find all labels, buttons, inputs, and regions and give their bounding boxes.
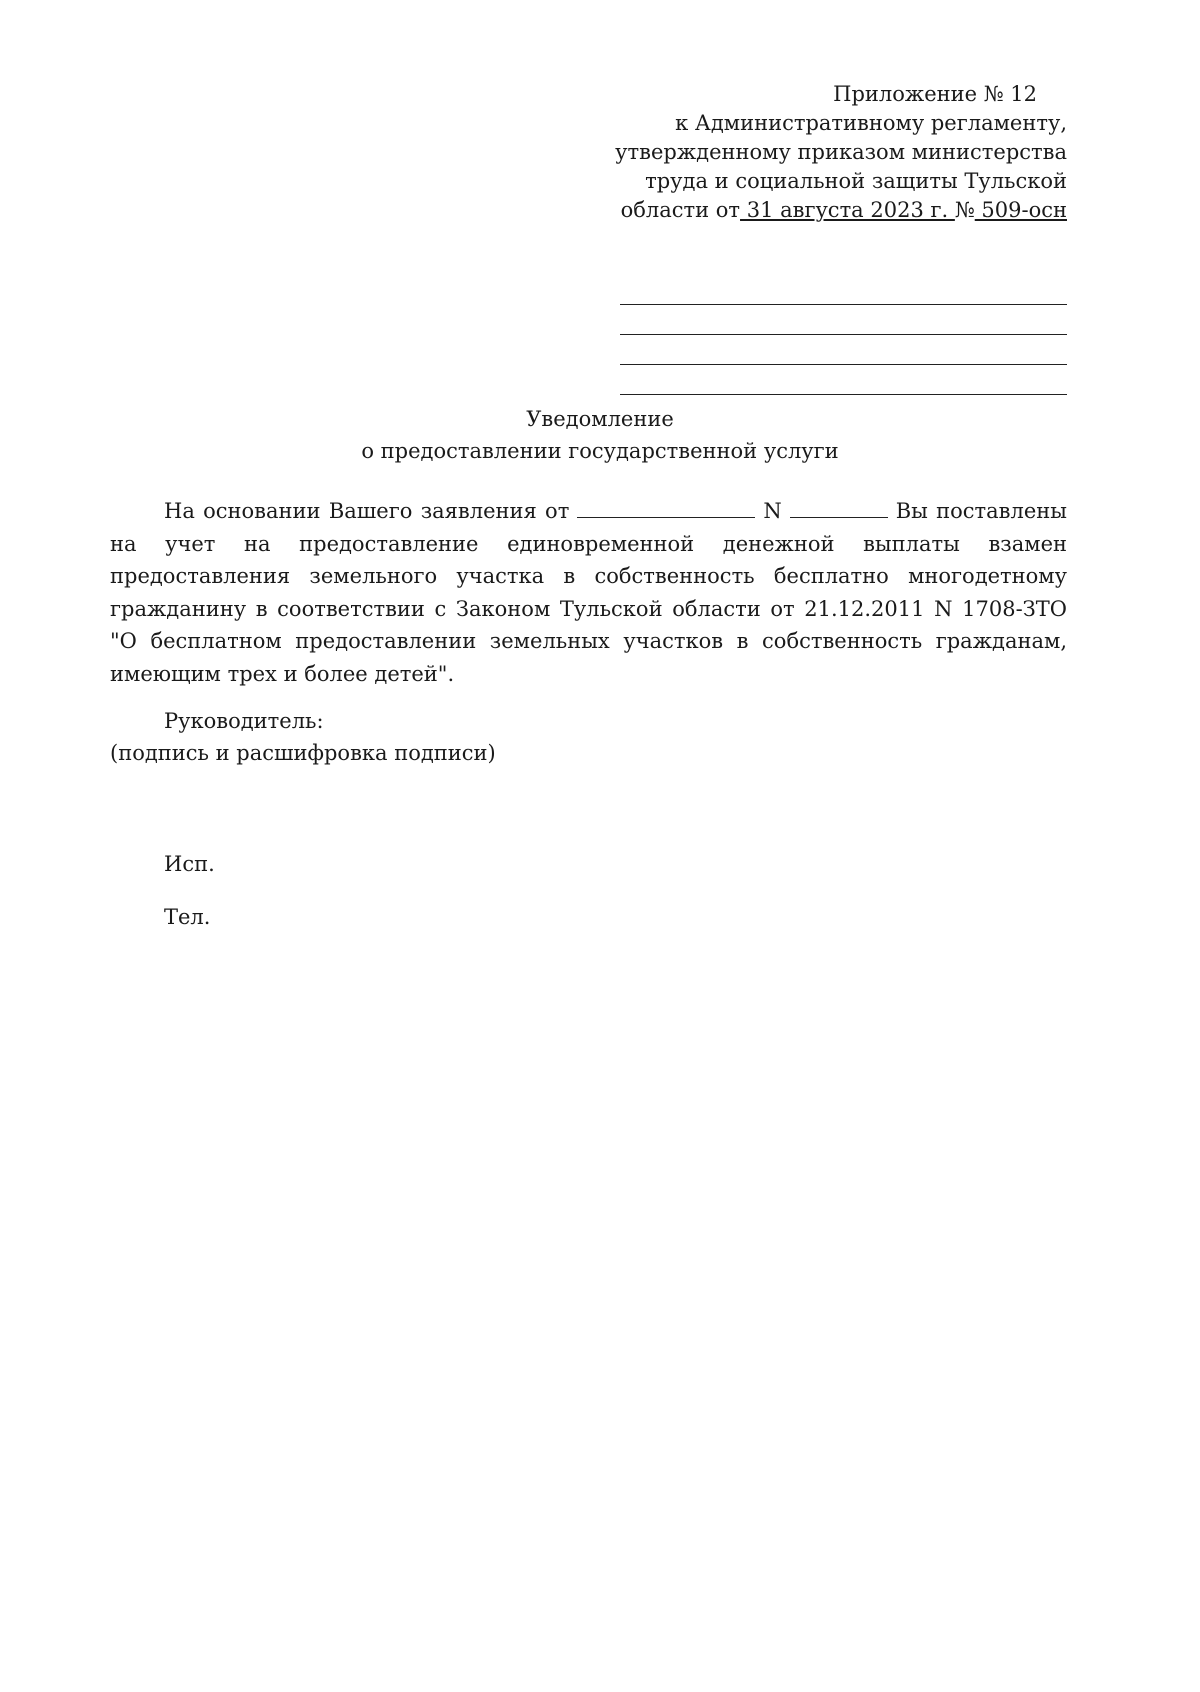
signature-head: Руководитель: (164, 709, 324, 733)
ministry-line: труда и социальной защиты Тульской (645, 169, 1067, 193)
executor-label: Исп. (164, 852, 215, 876)
order-date: 31 августа 2023 г. (740, 198, 955, 222)
application-number-blank (790, 497, 888, 518)
order-date-prefix: области от (620, 198, 741, 222)
order-number: 509-осн (974, 198, 1067, 222)
approval-block (547, 80, 1067, 225)
approved-by-line: утвержденному приказом министерства (615, 140, 1067, 164)
signature-block (110, 705, 496, 769)
addressee-line (620, 305, 1067, 335)
title-subtitle: о предоставлении государственной услуги (361, 439, 839, 463)
document-title (0, 403, 1200, 467)
addressee-line (620, 275, 1067, 305)
regulation-reference: к Административному регламенту, (675, 111, 1067, 135)
signature-caption: (подпись и расшифровка подписи) (110, 741, 496, 765)
notification-body (110, 495, 1067, 690)
body-intro: На основании Вашего заявления от (164, 499, 570, 523)
order-date-line (547, 196, 1067, 225)
order-number-label: № (954, 198, 975, 222)
addressee-line (620, 335, 1067, 365)
appendix-number: Приложение № 12 (833, 82, 1037, 106)
phone-label: Тел. (164, 905, 211, 929)
addressee-block (620, 275, 1067, 395)
addressee-line (620, 365, 1067, 395)
body-main: Вы поставлены на учет на предоставление единовременной денежной выплаты взамен предоставления земельного участка в собственность бесплатно многодетному гражданину в соответствии с Законом Тульской области от 21.12.2011 N 1708-ЗТО "О бесплатном предоставлении земельных участков в собственность гражданам, имеющим трех и более детей". (110, 499, 1067, 686)
title-main: Уведомление (526, 407, 674, 431)
application-date-blank (577, 497, 755, 518)
application-number-label: N (763, 499, 782, 523)
